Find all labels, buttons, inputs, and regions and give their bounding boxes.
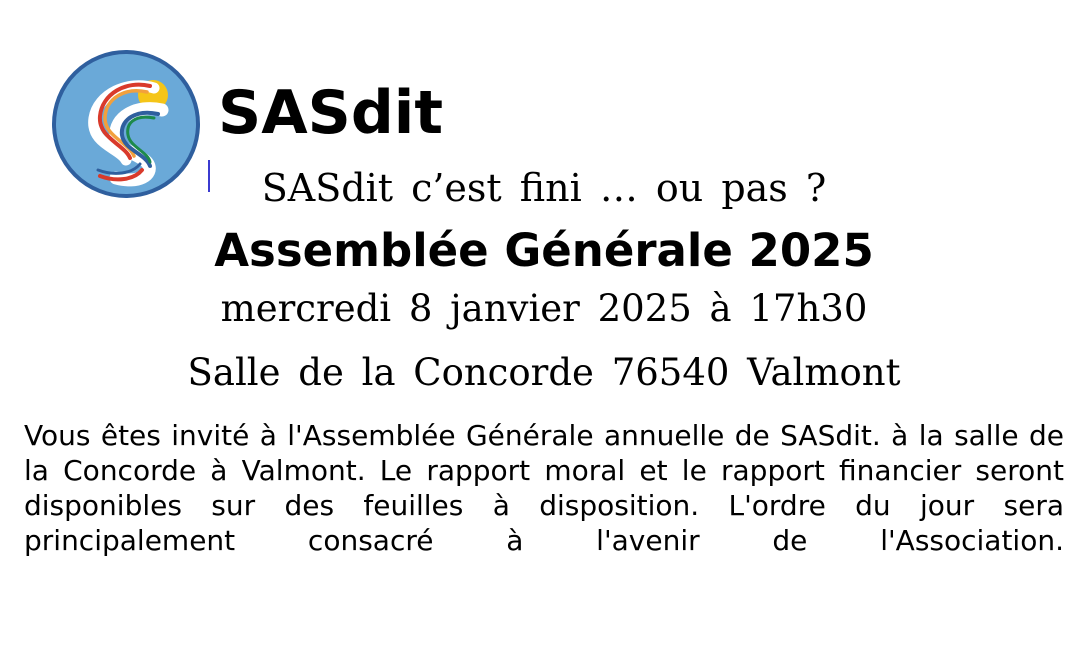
event-location: Salle de la Concorde 76540 Valmont — [187, 351, 901, 394]
body-paragraph: Vous êtes invité à l'Assemblée Générale annuelle de SASdit. à la salle de la Concorde à Valmont. Le rapport moral et le rapport financier seront disponibles sur des feuilles à disposition. L'ordre du jour sera principalement consacré à l'avenir de l'Association. — [24, 419, 1064, 557]
page-title: Assemblée Générale 2025 — [214, 224, 874, 277]
tagline: SASdit c’est fini … ou pas ? — [261, 166, 827, 210]
brand-title: SASdit — [218, 78, 444, 148]
event-date: mercredi 8 janvier 2025 à 17h30 — [220, 287, 868, 330]
title-block — [0, 160, 1088, 398]
